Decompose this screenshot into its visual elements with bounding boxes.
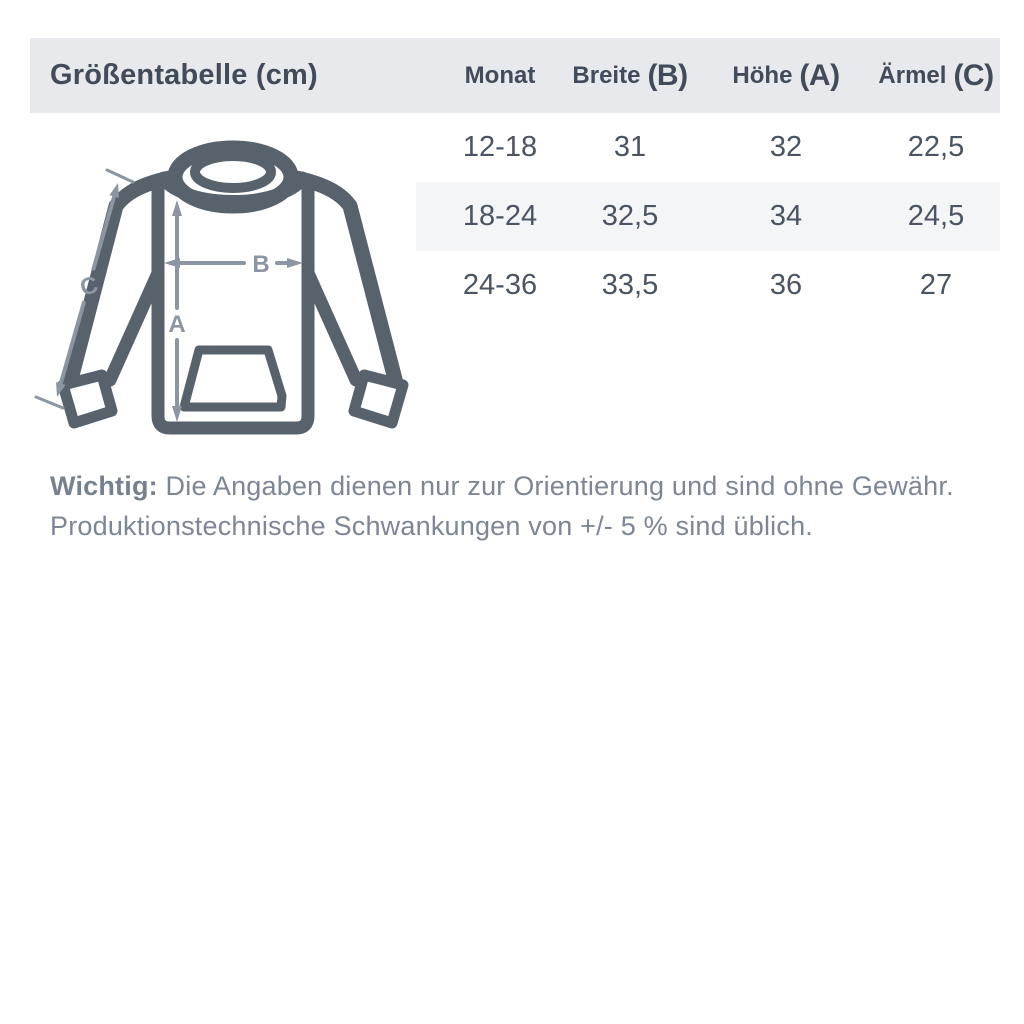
column-header-hoehe: Höhe (A) [732,58,840,92]
hoodie-illustration [30,130,425,455]
page-title: Größentabelle (cm) [50,59,318,91]
label-c: C [77,271,102,302]
left-sleeve-inner-edge [110,273,158,380]
kangaroo-pocket [184,350,282,407]
cell-hoehe: 36 [769,269,803,301]
label-a: A [168,311,186,338]
cell-aermel: 24,5 [907,200,965,232]
cell-monat: 24-36 [462,269,538,301]
cell-hoehe: 32 [769,131,803,163]
cell-monat: 18-24 [462,200,538,232]
label-b: B [252,251,270,278]
arrow-c-tick-top [107,170,133,182]
cell-aermel: 22,5 [907,131,965,163]
disclaimer-line-1: Wichtig: Die Angaben dienen nur zur Orientierung und sind ohne Gewähr. [50,471,954,501]
cell-hoehe: 34 [769,200,803,232]
disclaimer-line-2: Produktionstechnische Schwankungen von +/- 5 % sind üblich. [50,511,814,541]
arrow-c-head-top [109,183,119,198]
cell-breite: 32,5 [601,200,659,232]
cell-breite: 31 [613,131,647,163]
cell-aermel: 27 [919,269,953,301]
right-sleeve-inner-edge [308,273,356,380]
column-header-aermel: Ärmel (C) [878,58,994,92]
hood-opening [195,156,271,188]
column-header-monat: Monat [464,61,536,89]
disclaimer-bold: Wichtig: [50,471,158,501]
column-header-breite: Breite (B) [572,58,688,92]
arrow-c-tick-bottom [36,397,63,408]
cell-monat: 12-18 [462,131,538,163]
hoodie-measurement-diagram [30,130,425,455]
cell-breite: 33,5 [601,269,659,301]
disclaimer-note [50,466,980,546]
